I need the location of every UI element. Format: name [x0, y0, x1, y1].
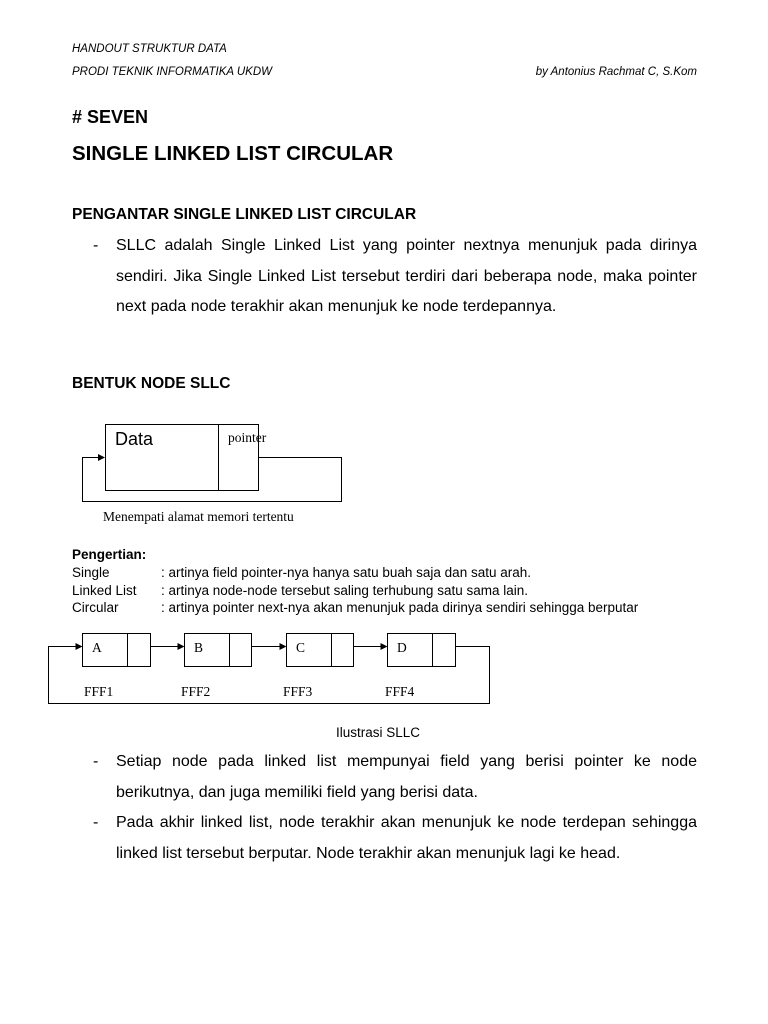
arrow-b-c	[252, 643, 287, 650]
node-address-d: FFF4	[385, 684, 415, 699]
header-author: by Antonius Rachmat C, S.Kom	[535, 66, 697, 78]
definition-desc-single: : artinya field pointer-nya hanya satu buah saja dan satu arah.	[161, 565, 531, 580]
node-pointer-label: pointer	[228, 430, 267, 445]
node-label-a: A	[92, 640, 102, 655]
node-label-d: D	[397, 640, 407, 655]
node-diagram-caption: Menempati alamat memori tertentu	[103, 509, 294, 524]
bullet-text-2: Pada akhir linked list, node terakhir akan menunjuk ke node terdepan sehingga linked list tersebut berputar. Node terakhir akan menunjuk lagi ke head.	[116, 814, 697, 862]
definition-term-circular: Circular	[72, 600, 119, 615]
header-program: PRODI TEKNIK INFORMATIKA UKDW	[72, 66, 272, 78]
arrow-c-d	[354, 643, 388, 650]
illustration-caption: Ilustrasi SLLC	[336, 725, 421, 740]
arrow-a-b	[151, 643, 185, 650]
definitions-heading: Pengertian:	[72, 547, 147, 562]
node-label-b: B	[194, 640, 204, 655]
node-address-a: FFF1	[84, 684, 114, 699]
section-heading-node: BENTUK NODE SLLC	[72, 375, 231, 392]
bullet-dash: -	[93, 814, 99, 831]
header-title: HANDOUT STRUKTUR DATA	[72, 43, 227, 55]
bullet-text-1: Setiap node pada linked list mempunyai field yang berisi pointer ke node berikutnya, dan juga memiliki field yang berisi data.	[116, 753, 697, 801]
definition-term-linked-list: Linked List	[72, 583, 137, 598]
node-address-c: FFF3	[283, 684, 313, 699]
chapter-number: # SEVEN	[72, 107, 149, 127]
chapter-title: SINGLE LINKED LIST CIRCULAR	[72, 142, 394, 165]
node-data-label: Data	[115, 429, 154, 449]
arrow-d-a-circular	[49, 643, 490, 704]
definition-desc-linked-list: : artinya node-node tersebut saling terhubung satu sama lain.	[161, 583, 528, 598]
node-address-b: FFF2	[181, 684, 211, 699]
section-heading-intro: PENGANTAR SINGLE LINKED LIST CIRCULAR	[72, 206, 417, 223]
node-label-c: C	[296, 640, 306, 655]
bullet-dash: -	[93, 753, 99, 770]
definition-desc-circular: : artinya pointer next-nya akan menunjuk pada dirinya sendiri sehingga berputar	[161, 600, 639, 615]
definition-term-single: Single	[72, 565, 110, 580]
intro-paragraph: SLLC adalah Single Linked List yang pointer nextnya menunjuk pada dirinya sendiri. Jika Single Linked List tersebut terdiri dari beberapa node, maka pointer next pada node terakhir akan menunjuk ke node terdepannya.	[116, 237, 697, 315]
bullet-dash: -	[93, 237, 99, 254]
